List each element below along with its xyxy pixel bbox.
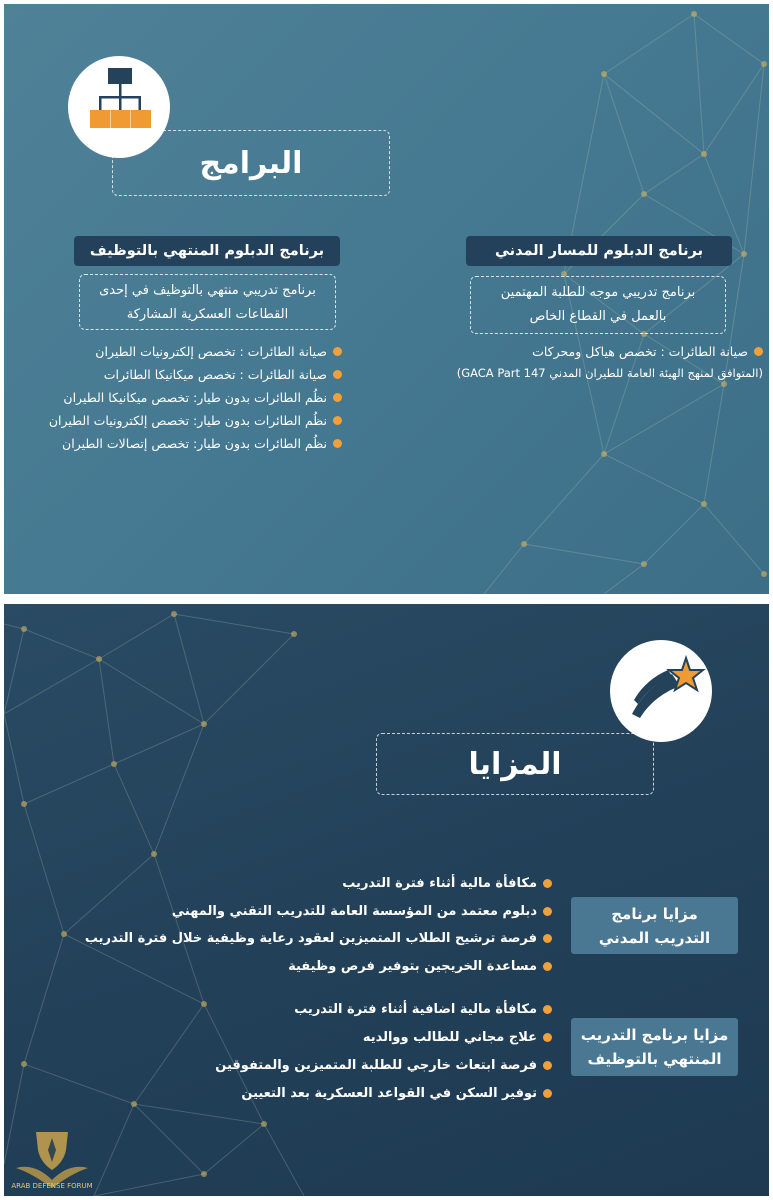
bullet-icon <box>543 1033 552 1042</box>
shooting-star-icon <box>610 640 712 742</box>
list-item <box>363 1030 552 1045</box>
list-item-text: مكافأة مالية أثناء فترة التدريب <box>342 876 537 891</box>
list-item-text: نظُم الطائرات بدون طيار: تخصص ميكانيكا الطيران <box>63 390 327 405</box>
list-item-text: فرصة ترشيح الطلاب المتميزين لعقود رعاية وظيفية خلال فترة التدريب <box>84 931 537 946</box>
civil-benefits-list <box>84 876 552 980</box>
label-line: التدريب المدني <box>598 928 711 947</box>
bullet-icon <box>543 962 552 971</box>
employment-diploma-heading: برنامج الدبلوم المنتهي بالتوظيف <box>74 236 340 266</box>
list-item <box>104 367 342 382</box>
civil-specialties-list <box>420 344 763 384</box>
bullet-icon <box>333 347 342 356</box>
list-item <box>241 1086 552 1101</box>
bullet-icon <box>543 879 552 888</box>
employment-diploma-description <box>79 274 336 330</box>
list-item-text: مكافأة مالية اضافية أثناء فترة التدريب <box>294 1002 537 1017</box>
civil-diploma-heading: برنامج الدبلوم للمسار المدني <box>466 236 732 266</box>
bullet-icon <box>333 393 342 402</box>
bullet-icon <box>754 347 763 356</box>
label-line: مزايا برنامج <box>611 904 698 923</box>
employment-benefits-list <box>215 1002 552 1106</box>
list-item <box>532 344 763 359</box>
list-item <box>62 436 342 451</box>
list-item <box>49 413 342 428</box>
civil-diploma-description <box>470 276 726 334</box>
bullet-icon <box>543 907 552 916</box>
list-item-text: فرصة ابتعاث خارجي للطلبة المتميزين والمتفوقين <box>215 1058 537 1073</box>
bullet-icon <box>543 1089 552 1098</box>
employment-specialties-list <box>40 344 342 459</box>
bullet-icon <box>333 370 342 379</box>
gaca-note: (المتوافق لمنهج الهيئة العامة للطيران المدني GACA Part 147) <box>456 366 763 380</box>
list-item-text: صيانة الطائرات : تخصص هياكل ومحركات <box>532 344 748 359</box>
benefits-title: المزايا <box>376 733 654 795</box>
civil-description-line: بالعمل في القطاع الخاص <box>529 309 667 324</box>
bullet-icon <box>543 1061 552 1070</box>
list-item <box>288 959 552 974</box>
list-item-text: صيانة الطائرات : تخصص إلكترونيات الطيران <box>95 344 327 359</box>
employment-description-line: القطاعات العسكرية المشاركة <box>126 307 289 322</box>
bullet-icon <box>333 439 342 448</box>
list-item <box>63 390 342 405</box>
list-item <box>95 344 342 359</box>
label-line: المنتهي بالتوظيف <box>587 1050 722 1068</box>
civil-benefits-label <box>571 897 738 954</box>
list-item-text: نظُم الطائرات بدون طيار: تخصص إتصالات الطيران <box>62 436 327 451</box>
list-item <box>85 931 552 946</box>
employment-description-line: برنامج تدريبي منتهي بالتوظيف في إحدى <box>99 283 316 298</box>
list-item-text: صيانة الطائرات : تخصص ميكانيكا الطائرات <box>103 367 327 382</box>
list-item <box>215 1058 552 1073</box>
employment-benefits-label <box>571 1018 738 1076</box>
list-item <box>172 904 552 919</box>
bullet-icon <box>543 1005 552 1014</box>
list-item <box>342 876 552 891</box>
watermark-text: ARAB DEFENSE FORUM <box>11 1182 93 1190</box>
civil-description-line: برنامج تدريبي موجه للطلبة المهتمين <box>500 285 696 300</box>
list-item-text: دبلوم معتمد من المؤسسة العامة للتدريب التقني والمهني <box>171 904 537 919</box>
programs-title: البرامج <box>112 130 390 196</box>
list-item-text: توفير السكن في القواعد العسكرية بعد التعيين <box>241 1086 537 1101</box>
benefits-icon-badge <box>610 640 712 742</box>
list-item-text: مساعدة الخريجين بتوفير فرص وظيفية <box>288 959 537 974</box>
bullet-icon <box>543 934 552 943</box>
label-line: مزايا برنامج التدريب <box>580 1026 729 1044</box>
list-item-text: نظُم الطائرات بدون طيار: تخصص إلكترونيات الطيران <box>48 413 327 428</box>
bullet-icon <box>333 416 342 425</box>
list-item-text: علاج مجاني للطالب ووالديه <box>362 1030 537 1045</box>
list-item <box>294 1002 552 1017</box>
